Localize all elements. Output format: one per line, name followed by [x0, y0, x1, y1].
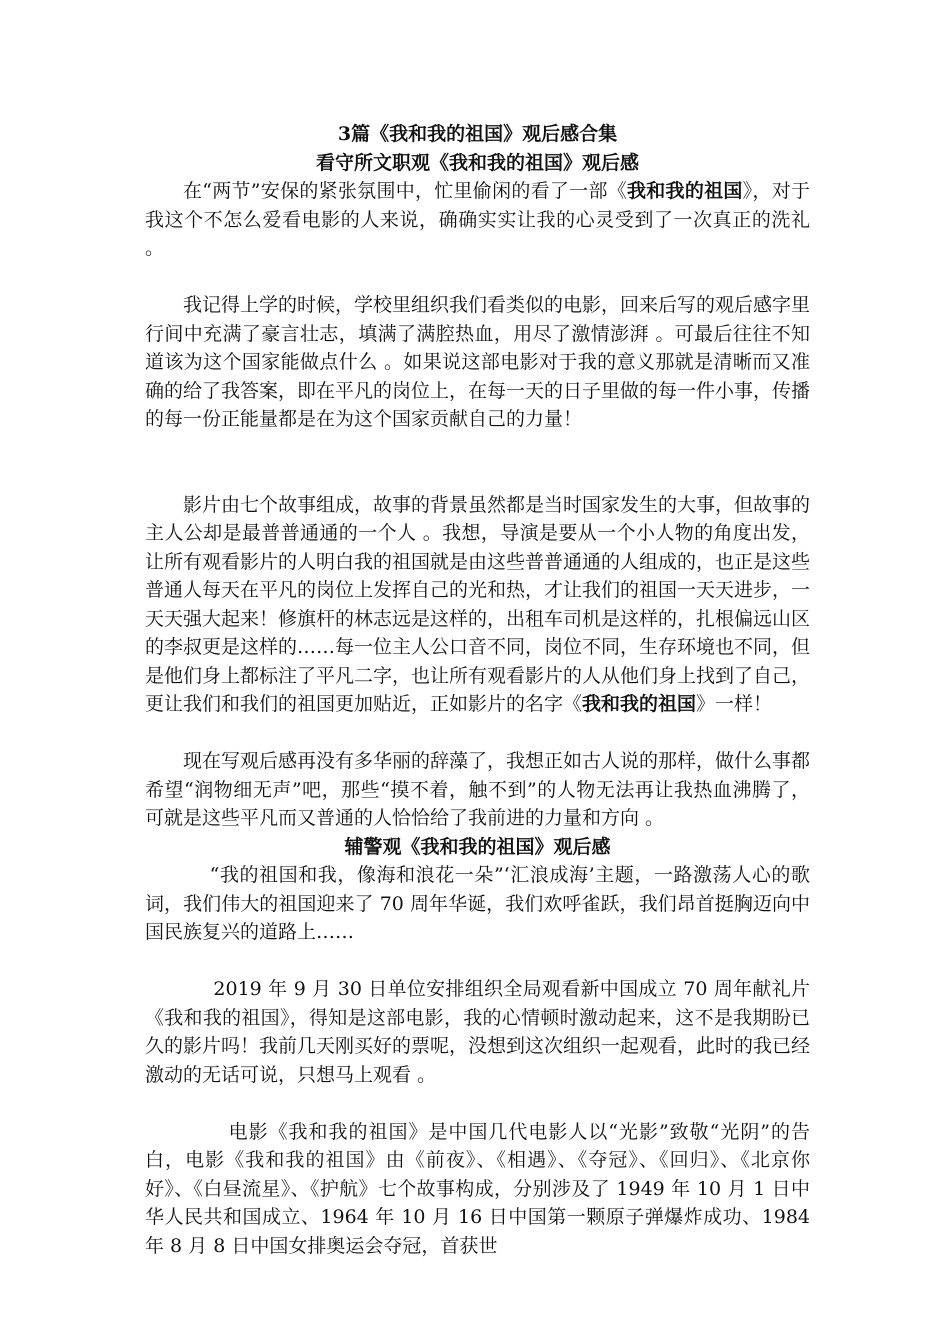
- section1-title: 看守所文职观《我和我的祖国》观后感: [315, 151, 639, 174]
- section1-paragraph-3: 影片由七个故事组成，故事的背景虽然都是当时国家发生的大事，但故事的主人公却是最普普通通的一个人 。我想，导演是要从一个小人物的角度出发，让所有观看影片的人明白我的祖国就是由这些普普通通的人组成的，也正是这些普通人每天在平凡的岗位上发挥自己的光和热，才让我们的祖国一天天进步，一天天强大起来！修旗杆的林志远是这样的，出租车司机是这样的，扎根偏远山区的李叔更是这样的……每一位主人公口音不同，岗位不同，生存环境也不同，但是他们身上都标注了平凡二字，也让所有观看影片的人从他们身上找到了自己，更让我们和我们的祖国更加贴近，正如影片的名字《我和我的祖国》一样！: [145, 493, 811, 715]
- main-title: 3篇《我和我的祖国》观后感合集: [337, 123, 618, 145]
- section2-paragraph-3: 电影《我和我的祖国》是中国几代电影人以“光影”致敬“光阴”的告白，电影《我和我的祖国》由《前夜》、《相遇》、《夺冠》、《回归》、《北京你好》、《白昼流星》、《护航》七个故事构成，分别涉及了 1949 年 10 月 1 日中华人民共和国成立、1964 年 10 月 16 日中国第一颗原子弹爆炸成功、1984 年 8 月 8 日中国女排奥运会夺冠，首获世: [145, 1120, 810, 1257]
- section2-paragraph-2: 2019 年 9 月 30 日单位安排组织全局观看新中国成立 70 周年献礼片《我和我的祖国》，得知是这部电影，我的心情顿时激动起来，这不是我期盼已久的影片吗！我前几天刚买好的票呢，没想到这次组织一起观看，此时的我已经激动的无话可说，只想马上观看 。: [145, 978, 811, 1086]
- section2-paragraph-1: “我的祖国和我，像海和浪花一朵”‘汇浪成海’主题，一路激荡人心的歌词，我们伟大的祖国迎来了 70 周年华诞，我们欢呼雀跃，我们昂首挺胸迈向中国民族复兴的道路上……: [145, 864, 810, 943]
- section1-paragraph-2: 我记得上学的时候，学校里组织我们看类似的电影，回来后写的观后感字里行间中充满了豪言壮志，填满了满腔热血，用尽了激情澎湃 。可最后往往不知道该为这个国家能做点什么 。如果说这部电影对于我的意义那就是清晰而又准确的给了我答案，即在平凡的岗位上，在每一天的日子里做的每一件小事，传播的每一份正能量都是在为这个国家贡献自己的力量！: [145, 294, 811, 430]
- section1-paragraph-4: 现在写观后感再没有多华丽的辞藻了，我想正如古人说的那样，做什么事都希望“润物细无声”吧，那些“摸不着，触不到”的人物无法再让我热血沸腾了，可就是这些平凡而又普通的人恰恰给了我前进的力量和方向 。: [145, 750, 811, 829]
- spacer: [145, 947, 810, 976]
- document-page: [145, 120, 810, 1260]
- section1-paragraph-1: 在“两节”安保的紧张氛围中，忙里偷闲的看了一部《我和我的祖国》，对于我这个不怎么爱看电影的人来说，确确实实让我的心灵受到了一次真正的洗礼 。: [145, 180, 810, 259]
- spacer: [145, 434, 810, 491]
- spacer: [145, 263, 810, 292]
- spacer: [145, 1089, 810, 1118]
- section2-title: 辅警观《我和我的祖国》观后感: [344, 835, 611, 858]
- spacer: [145, 719, 810, 748]
